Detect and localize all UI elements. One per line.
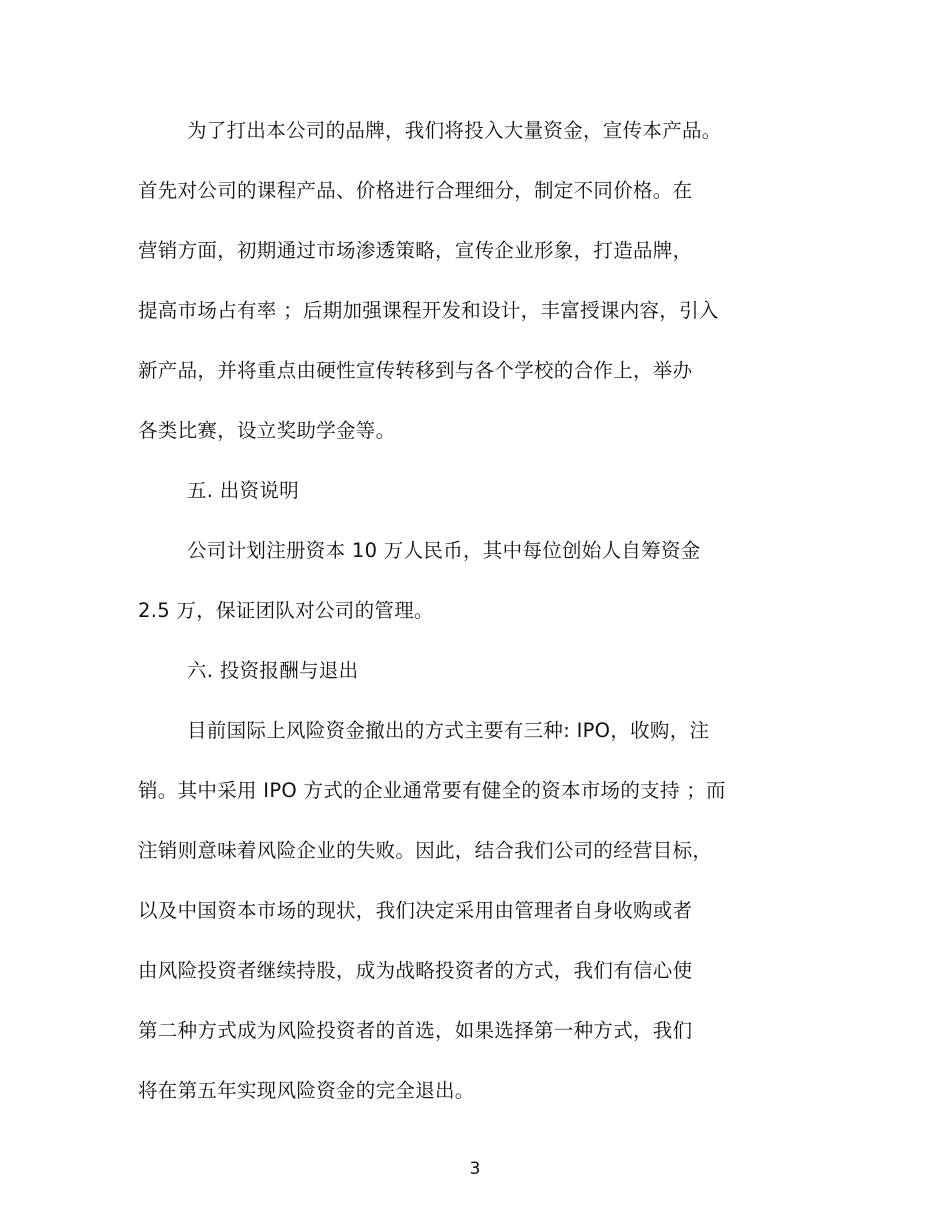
paragraph-line: 2.5 万，保证团队对公司的管理。 bbox=[138, 599, 434, 622]
paragraph-line: 为了打出本公司的品牌，我们将投入大量资金，宣传本产品。 bbox=[187, 119, 722, 142]
paragraph-line: 第二种方式成为风险投资者的首选，如果选择第一种方式，我们 bbox=[138, 1019, 693, 1042]
paragraph-line: 以及中国资本市场的现状，我们决定采用由管理者自身收购或者 bbox=[138, 899, 693, 922]
paragraph-line: 目前国际上风险资金撤出的方式主要有三种: IPO，收购，注 bbox=[187, 719, 710, 742]
paragraph-line: 将在第五年实现风险资金的完全退出。 bbox=[138, 1079, 475, 1102]
paragraph-line: 公司计划注册资本 10 万人民币，其中每位创始人自筹资金 bbox=[187, 539, 701, 562]
paragraph-line: 首先对公司的课程产品、价格进行合理细分，制定不同价格。在 bbox=[138, 179, 693, 202]
page-number: 3 bbox=[469, 1159, 481, 1179]
section-heading: 六. 投资报酬与退出 bbox=[187, 659, 359, 682]
paragraph-line: 提高市场占有率 ；后期加强课程开发和设计，丰富授课内容，引入 bbox=[138, 299, 719, 322]
paragraph-line: 新产品，并将重点由硬性宣传转移到与各个学校的合作上，举办 bbox=[138, 359, 693, 382]
paragraph-line: 注销则意味着风险企业的失败。因此，结合我们公司的经营目标， bbox=[138, 839, 713, 862]
paragraph-line: 各类比赛，设立奖助学金等。 bbox=[138, 419, 396, 442]
paragraph-line: 由风险投资者继续持股，成为战略投资者的方式，我们有信心使 bbox=[138, 959, 693, 982]
paragraph-line: 营销方面，初期通过市场渗透策略，宣传企业形象，打造品牌， bbox=[138, 239, 693, 262]
paragraph-line: 销。其中采用 IPO 方式的企业通常要有健全的资本市场的支持 ；而 bbox=[138, 779, 726, 802]
section-heading: 五. 出资说明 bbox=[187, 479, 299, 502]
